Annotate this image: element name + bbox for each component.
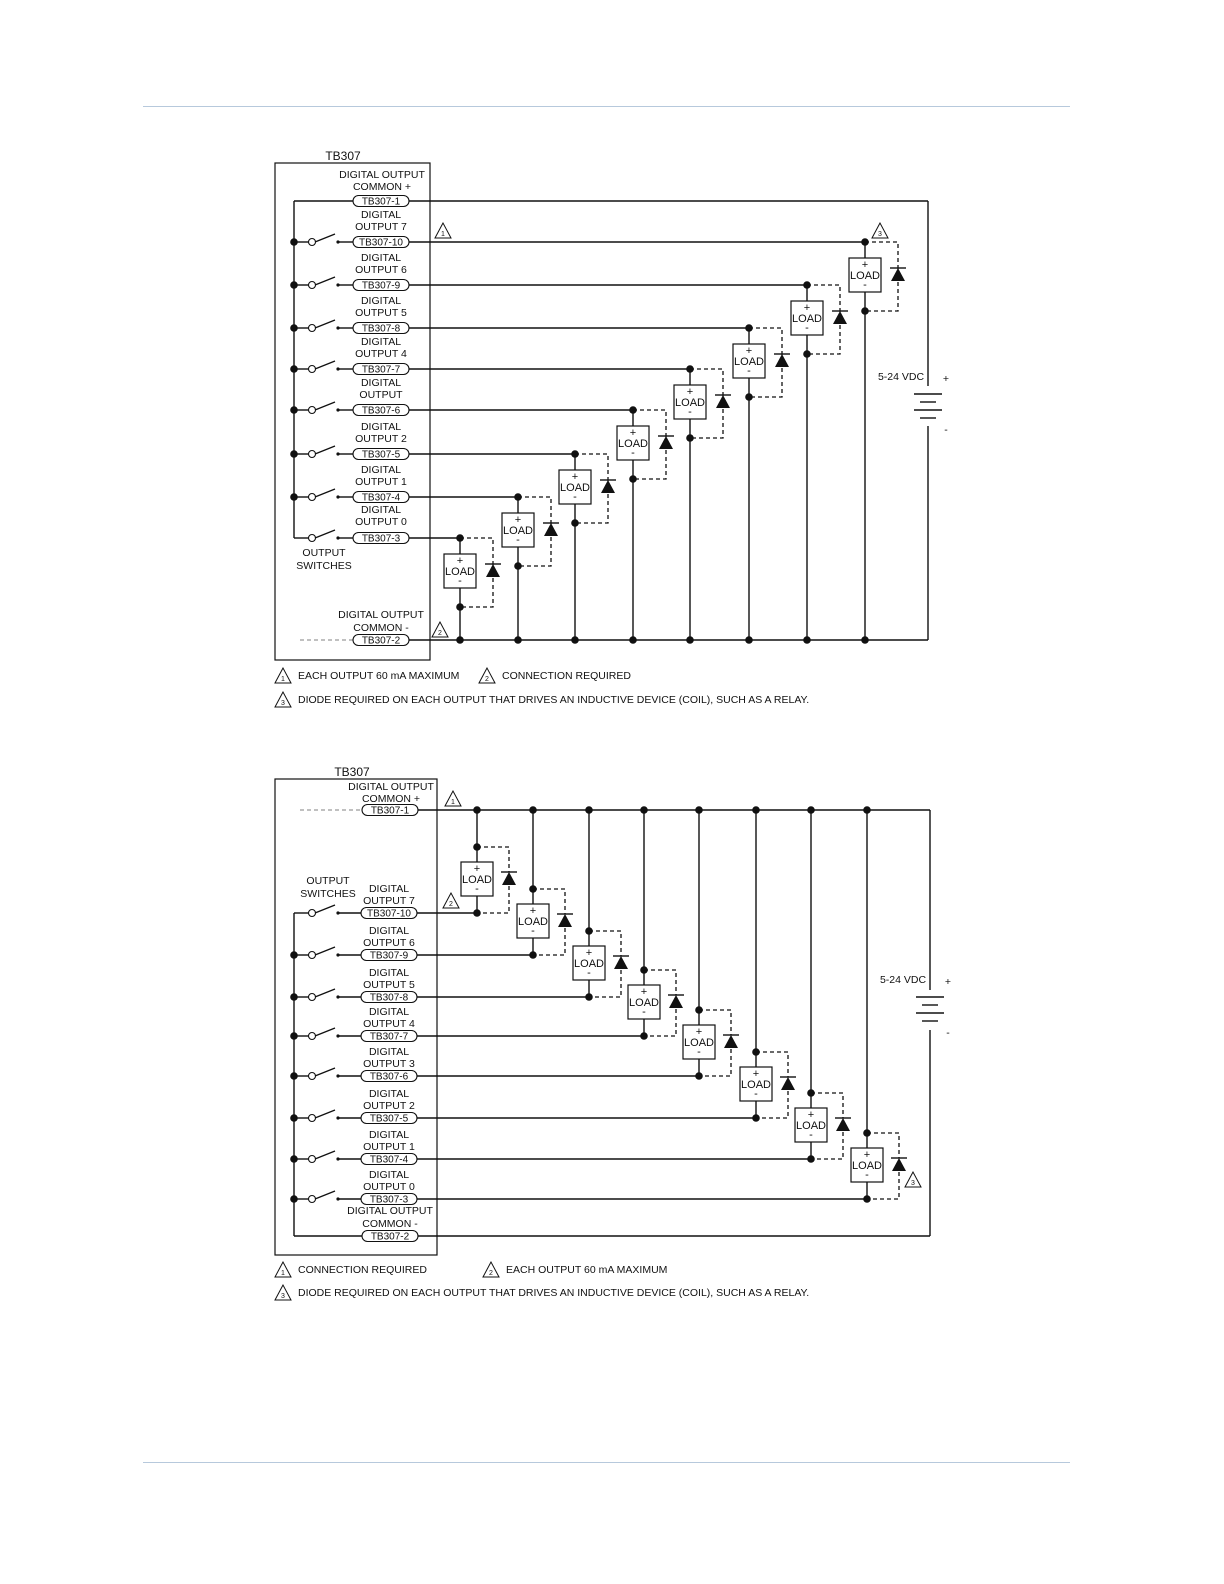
note-flag-number: 1 [281,1270,285,1277]
block-title: TB307 [334,765,370,779]
supply-label: 5-24 VDC [877,371,925,383]
output-label: DIGITAL [360,377,402,389]
output-label: DIGITAL [368,925,410,937]
output-label: OUTPUT [359,389,403,401]
load-minus: - [863,279,867,291]
switch-contact [309,1115,316,1122]
block-title: TB307 [325,149,361,163]
output-label: DIGITAL [368,1129,410,1141]
switch-blade [315,1028,335,1036]
terminal-label: TB307-3 [361,533,401,545]
output-label: DIGITAL [360,504,402,516]
note-text: EACH OUTPUT 60 mA MAXIMUM [298,670,460,682]
output-label: OUTPUT 2 [355,433,407,445]
supply-minus: - [946,1027,950,1039]
diode-icon [502,872,516,885]
load-plus: + [571,471,579,483]
switch-contact [309,1156,316,1163]
note-flag-number: 3 [281,700,285,707]
output-label: OUTPUT 0 [363,1181,415,1193]
load-minus: - [697,1046,701,1058]
common-plus-label: DIGITAL OUTPUT [348,781,434,793]
load-plus: + [861,259,869,271]
load-plus: + [695,1026,703,1038]
load-label: LOAD [675,397,705,409]
load-minus: - [809,1129,813,1141]
terminal-label: TB307-9 [361,280,401,292]
load-plus: + [585,947,593,959]
common-minus-label: COMMON - [362,1218,418,1230]
terminal-label: TB307-1 [361,196,401,208]
note-flag-number: 1 [451,799,455,806]
switch-contact [309,910,316,917]
switch-blade [315,905,335,913]
load-plus: + [863,1149,871,1161]
load-label: LOAD [574,958,604,970]
note-text: DIODE REQUIRED ON EACH OUTPUT THAT DRIVES AN INDUCTIVE DEVICE (COIL), SUCH AS A RELAY. [298,1287,810,1299]
output-label: DIGITAL [368,1046,410,1058]
load-minus: - [458,575,462,587]
terminal-label: TB307-4 [369,1154,409,1166]
diode-icon [614,956,628,969]
common-plus-label: DIGITAL OUTPUT [339,169,425,181]
switch-contact [309,994,316,1001]
load-label: LOAD [518,916,548,928]
battery-gap [912,990,948,1030]
common-plus-label: COMMON + [352,181,412,193]
output-label: DIGITAL [368,1006,410,1018]
output-label: DIGITAL [368,967,410,979]
load-minus: - [516,534,520,546]
load-label: LOAD [503,525,533,537]
switches-label: SWITCHES [296,560,352,572]
output-label: OUTPUT 7 [363,895,415,907]
output-label: OUTPUT 3 [363,1058,415,1070]
load-plus: + [803,302,811,314]
load-minus: - [587,967,591,979]
switch-blade [315,1151,335,1159]
terminal-label: TB307-5 [369,1113,409,1125]
load-label: LOAD [462,874,492,886]
note-flag-number: 3 [878,231,882,238]
load-plus: + [473,863,481,875]
load-minus: - [754,1088,758,1100]
output-label: OUTPUT 0 [355,516,407,528]
diode-icon [892,1158,906,1171]
switch-blade [315,989,335,997]
terminal-label: TB307-10 [367,908,411,920]
supply-plus: + [944,976,952,988]
switches-label: OUTPUT [306,875,350,887]
output-label: OUTPUT 1 [355,476,407,488]
switch-contact [309,1196,316,1203]
output-label: DIGITAL [368,1088,410,1100]
output-label: DIGITAL [360,252,402,264]
load-minus: - [573,491,577,503]
terminal-label: TB307-5 [361,449,401,461]
terminal-label: TB307-6 [369,1071,409,1083]
common-minus-label: DIGITAL OUTPUT [347,1205,433,1217]
diode-icon [558,914,572,927]
load-label: LOAD [792,313,822,325]
output-label: OUTPUT 4 [355,348,407,360]
load-minus: - [688,406,692,418]
output-label: OUTPUT 4 [363,1018,415,1030]
switch-blade [315,1191,335,1199]
terminal-label: TB307-7 [369,1031,409,1043]
load-minus: - [747,365,751,377]
load-label: LOAD [684,1037,714,1049]
diode-icon [781,1077,795,1090]
load-plus: + [529,905,537,917]
supply-minus: - [944,424,948,436]
switch-contact [309,952,316,959]
switch-contact [309,1073,316,1080]
output-label: DIGITAL [368,1169,410,1181]
terminal-label: TB307-9 [369,950,409,962]
note-flag-number: 2 [449,901,453,908]
switch-blade [315,947,335,955]
load-minus: - [631,447,635,459]
load-plus: + [514,514,522,526]
output-label: OUTPUT 5 [355,307,407,319]
load-plus: + [456,555,464,567]
terminal-label: TB307-1 [370,805,410,817]
switch-blade [315,1068,335,1076]
output-label: OUTPUT 6 [355,264,407,276]
output-label: OUTPUT 6 [363,937,415,949]
load-label: LOAD [734,356,764,368]
terminal-label: TB307-8 [369,992,409,1004]
output-label: OUTPUT 5 [363,979,415,991]
load-label: LOAD [618,438,648,450]
terminal-label: TB307-2 [370,1231,410,1243]
note-text: CONNECTION REQUIRED [298,1264,427,1276]
load-label: LOAD [796,1120,826,1132]
note-flag-number: 3 [911,1180,915,1187]
load-label: LOAD [560,482,590,494]
load-plus: + [752,1068,760,1080]
load-plus: + [686,386,694,398]
note-flag-number: 1 [281,676,285,683]
load-plus: + [640,986,648,998]
note-text: DIODE REQUIRED ON EACH OUTPUT THAT DRIVES AN INDUCTIVE DEVICE (COIL), SUCH AS A RELAY. [298,694,810,706]
switch-blade [315,1110,335,1118]
output-label: DIGITAL [368,883,410,895]
output-label: DIGITAL [360,336,402,348]
common-minus-label: DIGITAL OUTPUT [338,609,424,621]
output-label: DIGITAL [360,464,402,476]
note-text: CONNECTION REQUIRED [502,670,631,682]
diode-icon [836,1118,850,1131]
switch-contact [309,1033,316,1040]
output-label: DIGITAL [360,209,402,221]
output-label: DIGITAL [360,421,402,433]
load-minus: - [642,1006,646,1018]
output-label: OUTPUT 7 [355,221,407,233]
common-plus-label: COMMON + [361,793,421,805]
switches-label: SWITCHES [300,888,356,900]
switches-label: OUTPUT [302,547,346,559]
terminal-label: TB307-10 [359,237,403,249]
load-minus: - [531,925,535,937]
load-plus: + [629,427,637,439]
load-plus: + [745,345,753,357]
load-minus: - [865,1169,869,1181]
output-label: OUTPUT 1 [363,1141,415,1153]
load-minus: - [475,883,479,895]
note-flag-number: 2 [438,630,442,637]
output-label: OUTPUT 2 [363,1100,415,1112]
output-label: DIGITAL [360,295,402,307]
terminal-label: TB307-3 [369,1194,409,1206]
note-flag-number: 3 [281,1293,285,1300]
supply-label: 5-24 VDC [879,974,927,986]
load-label: LOAD [629,997,659,1009]
load-label: LOAD [445,566,475,578]
terminal-label: TB307-6 [361,405,401,417]
common-minus-label: COMMON - [353,622,409,634]
note-text: EACH OUTPUT 60 mA MAXIMUM [506,1264,668,1276]
terminal-label: TB307-8 [361,323,401,335]
note-flag-number: 2 [485,676,489,683]
note-flag-number: 1 [441,231,445,238]
load-label: LOAD [852,1160,882,1172]
note-flag-number: 2 [489,1270,493,1277]
load-label: LOAD [741,1079,771,1091]
diode-icon [669,995,683,1008]
terminal-label: TB307-2 [361,635,401,647]
load-label: LOAD [850,270,880,282]
supply-plus: + [942,373,950,385]
terminal-label: TB307-4 [361,492,401,504]
terminal-label: TB307-7 [361,364,401,376]
load-minus: - [805,322,809,334]
diode-icon [724,1035,738,1048]
load-plus: + [807,1109,815,1121]
